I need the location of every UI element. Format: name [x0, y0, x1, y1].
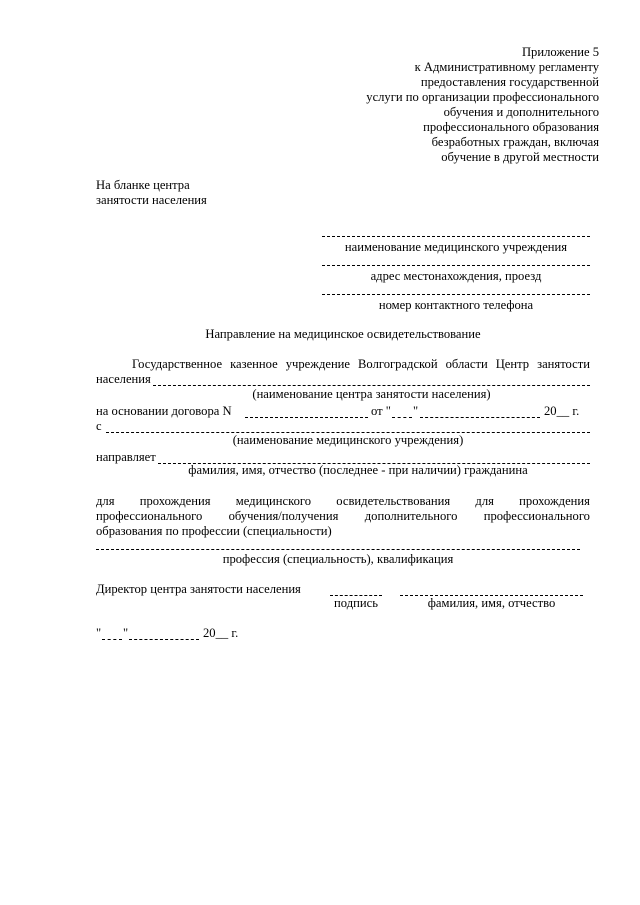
date-day-fill-line[interactable] [102, 639, 122, 640]
document-title: Направление на медицинское освидетельствование [205, 327, 481, 341]
sends-label: направляет [96, 450, 156, 464]
phone-fill-line[interactable] [322, 294, 590, 295]
citizen-caption: фамилия, имя, отчество (последнее - при наличии) гражданина [188, 463, 528, 477]
quote-close: " [413, 404, 419, 418]
header-line: услуги по организации профессионального [366, 90, 599, 104]
med-institution-caption: наименование медицинского учреждения [344, 240, 568, 254]
date-quote-close: " [123, 626, 129, 640]
director-label: Директор центра занятости населения [96, 582, 301, 596]
contract-day-fill-line[interactable] [392, 417, 412, 418]
purpose-word: для [96, 494, 115, 508]
population-label: населения [96, 372, 151, 386]
director-name-caption: фамилия, имя, отчество [427, 596, 556, 610]
intro-line: Государственное казенное учреждение Волгоградской области Центр занятости [132, 357, 590, 371]
purpose-word: дополнительного [364, 509, 458, 523]
header-line: к Административному регламенту [414, 60, 599, 74]
contract-label: на основании договора N [96, 404, 232, 418]
blank-note-line2: занятости населения [96, 193, 207, 207]
blank-note-line1: На бланке центра [96, 178, 190, 192]
header-line: обучения и дополнительного [443, 105, 599, 119]
contract-month-fill-line[interactable] [420, 417, 540, 418]
contract-year: 20__ г. [544, 404, 580, 418]
purpose-word: профессионального [483, 509, 590, 523]
center-name-fill-line[interactable] [153, 385, 590, 386]
header-line: обучение в другой местности [441, 150, 599, 164]
purpose-word: обучения/получения [228, 509, 339, 523]
date-year: 20__ г. [203, 626, 239, 640]
address-fill-line[interactable] [322, 265, 590, 266]
purpose-word: для [475, 494, 494, 508]
contract-number-fill-line[interactable] [245, 417, 368, 418]
purpose-word: прохождения [139, 494, 211, 508]
purpose-word: прохождения [519, 494, 590, 508]
purpose-line3: образования по профессии (специальности) [96, 524, 332, 538]
date-quote-open: " [96, 626, 102, 640]
med-caption: (наименование медицинского учреждения) [232, 433, 464, 447]
purpose-word: профессионального [96, 509, 203, 523]
profession-fill-line[interactable] [96, 549, 580, 550]
header-line: предоставления государственной [420, 75, 599, 89]
purpose-line1 [96, 494, 590, 509]
purpose-line2 [96, 509, 590, 524]
profession-caption: профессия (специальность), квалификация [222, 552, 454, 566]
phone-caption: номер контактного телефона [378, 298, 534, 312]
purpose-word: медицинского [235, 494, 312, 508]
with-label: с [96, 419, 102, 433]
header-line: профессионального образования [423, 120, 599, 134]
date-month-fill-line[interactable] [129, 639, 199, 640]
center-caption: (наименование центра занятости населения) [252, 387, 491, 401]
signature-caption: подпись [334, 596, 378, 610]
header-line: безработных граждан, включая [431, 135, 599, 149]
med-institution-fill-line[interactable] [322, 236, 590, 237]
from-label: от " [371, 404, 391, 418]
purpose-word: освидетельствования [336, 494, 451, 508]
address-caption: адрес местонахождения, проезд [370, 269, 542, 283]
header-line: Приложение 5 [521, 45, 599, 59]
